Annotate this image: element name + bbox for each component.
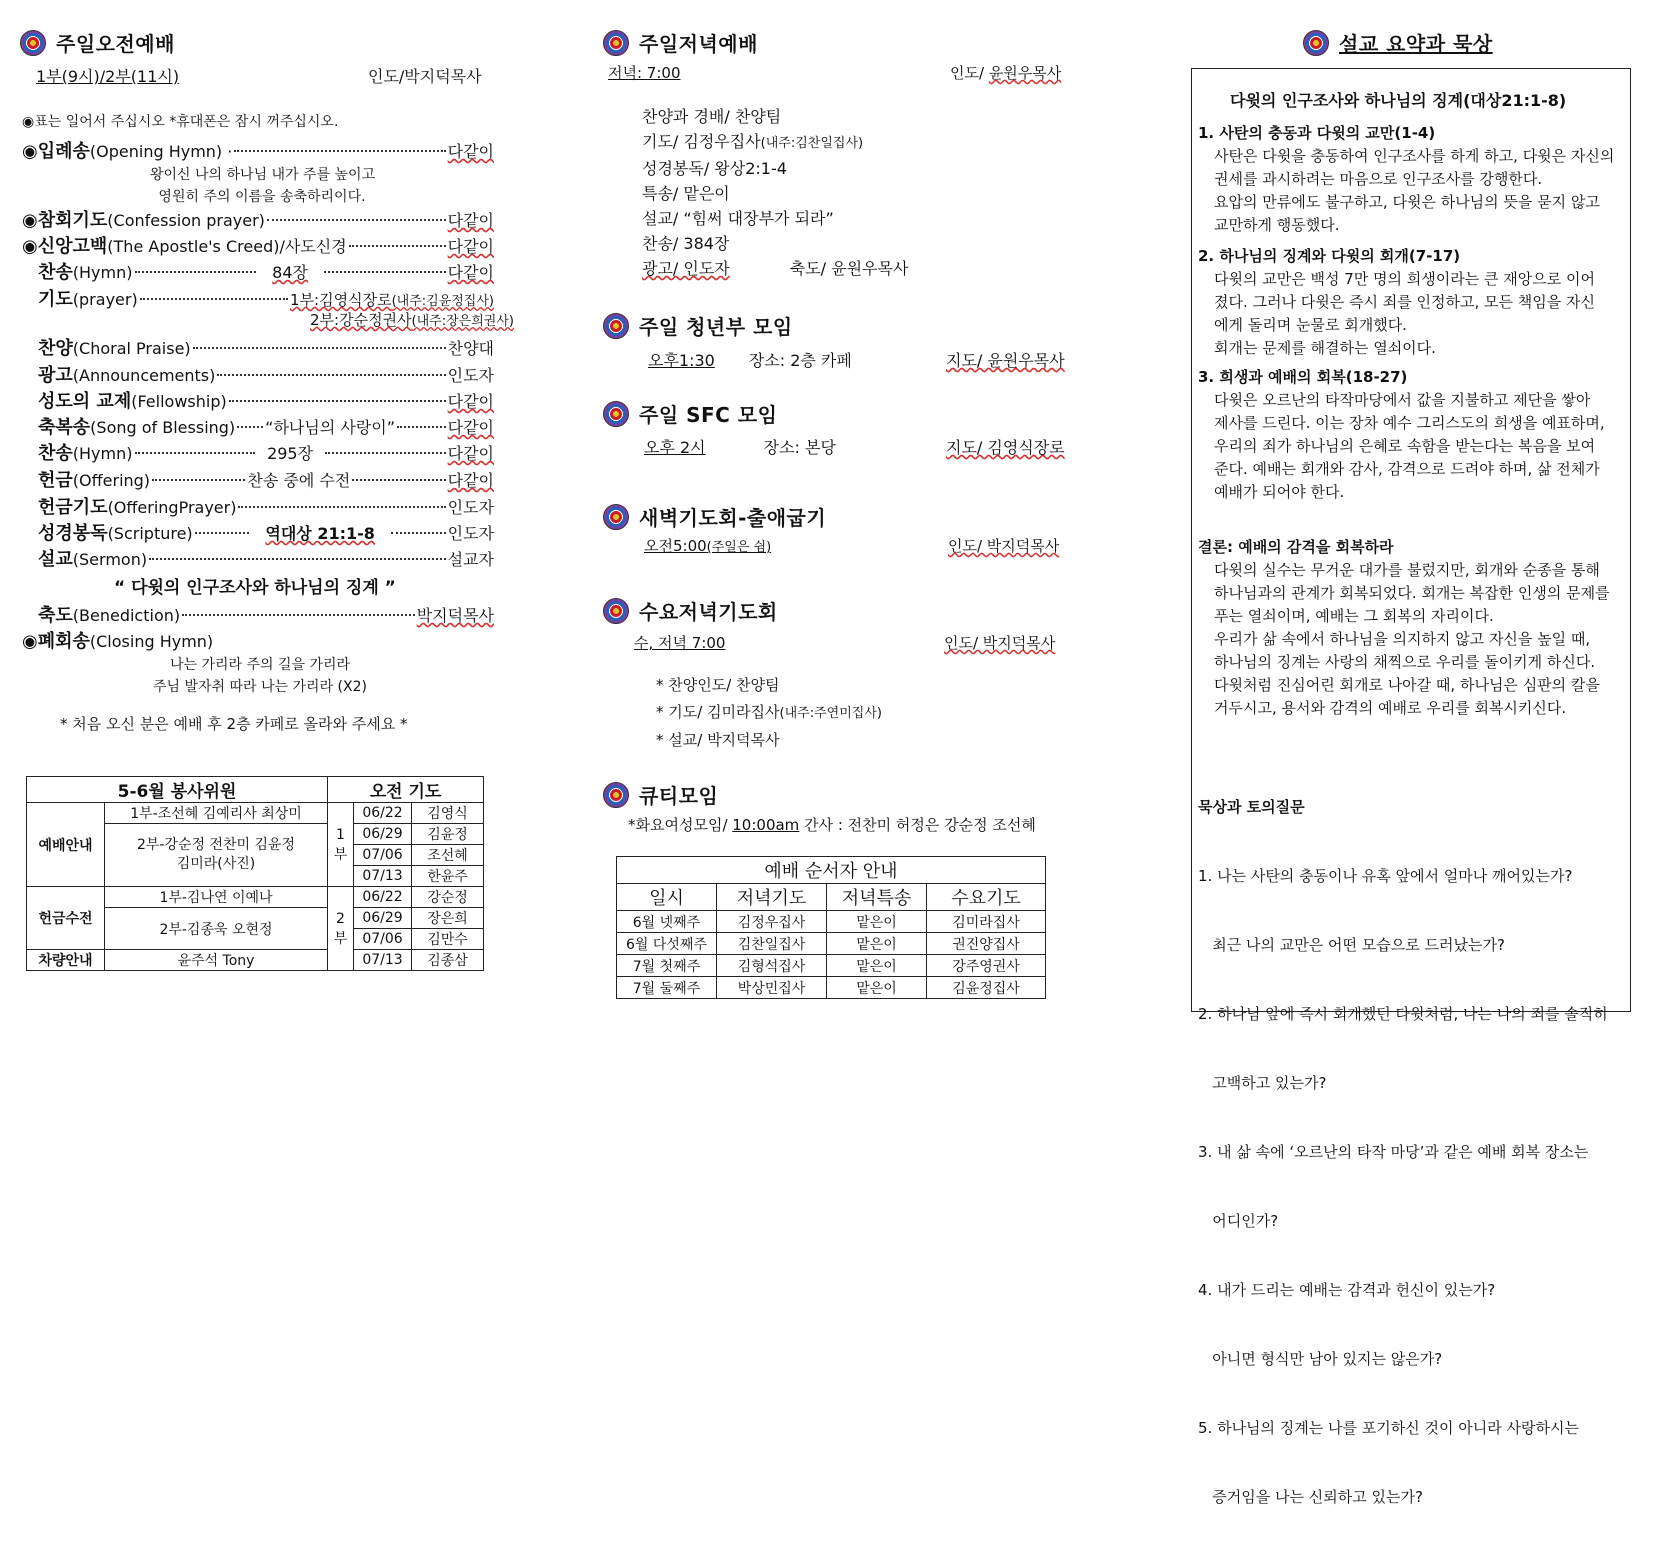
standing-mark-icon: ◉ [22, 210, 38, 231]
item-english: (The Apostle's Creed)/사도신경 [107, 237, 347, 256]
youth-time: 오후1:30 [648, 351, 715, 370]
item-label: 찬송 [38, 443, 73, 464]
date-cell: 07/06 [354, 845, 412, 866]
item-english: (Hymn) [72, 263, 133, 282]
youth-title: 주일 청년부 모임 [639, 315, 793, 339]
parking-names: 윤주석 Tony [105, 950, 328, 971]
lyric-line: 주님 발자취 따라 나는 가리라 (X2) [153, 679, 367, 695]
dot-leader [352, 479, 445, 481]
meditation-questions [1198, 750, 1608, 1555]
item-who: 인도자 [447, 498, 494, 517]
welcome-notice: * 처음 오신 분은 예배 후 2층 카페로 올라와 주세요 * [60, 715, 408, 733]
church-emblem-icon [1303, 30, 1329, 56]
dot-leader [140, 298, 288, 300]
col-header: 일시 [617, 884, 717, 911]
text-line: 졌다. 그러나 다윗은 즉시 죄를 인정하고, 모든 책임을 자신 [1214, 293, 1595, 311]
usher-1st: 1부-조선혜 김예리사 최상미 [105, 803, 328, 824]
wednesday-leader: 인도/ 박지덕목사 [944, 634, 1056, 652]
order-item: 찬양과 경배/ 찬양팀 [642, 107, 782, 126]
date-cell: 06/22 [354, 803, 412, 824]
sermon-row [38, 545, 494, 571]
date-cell: 07/06 [354, 929, 412, 950]
youth-place: 장소: 2층 카페 [748, 351, 852, 370]
item-label: 입례송 [37, 141, 90, 162]
question-line: 아니면 형식만 남아 있지는 않은가? [1198, 1350, 1443, 1368]
dot-leader [267, 219, 446, 221]
dawn-prayer-heading [603, 502, 826, 531]
cell: 박상민집사 [717, 977, 827, 999]
item-label: 헌금기도 [38, 497, 108, 518]
dot-leader [391, 532, 446, 534]
confession-row [22, 206, 494, 232]
order-item: 찬송/ 384장 [642, 234, 730, 253]
text-line: 우리의 죄가 하나님의 은혜로 속함을 받는다는 복음을 보여 [1214, 437, 1596, 455]
youth-heading [603, 311, 793, 340]
item-detail: 84장 [272, 263, 308, 282]
cell: 6월 넷째주 [617, 911, 717, 933]
date-cell: 07/13 [354, 866, 412, 887]
offering-row [38, 466, 494, 492]
wednesday-time: 수, 저녁 7:00 [634, 634, 726, 652]
volunteer-header: 5-6월 봉사위원 [27, 777, 328, 803]
order-item-text: 기도/ 김정우집사 [642, 132, 761, 151]
text-line: 다윗처럼 진심어린 회개로 나아갈 때, 하나님은 심판의 칼을 [1214, 676, 1600, 694]
name-cell: 김종삼 [412, 950, 484, 971]
order-item-text: * 기도/ 김미라집사 [656, 703, 780, 721]
text-line: 하나님의 징계는 사랑의 채찍으로 우리를 돌이키게 하신다. [1214, 653, 1596, 671]
dot-leader [324, 271, 446, 273]
service-1-label [328, 803, 354, 887]
item-who: 다같이 [447, 392, 494, 411]
item-detail: 역대상 21:1-8 [265, 524, 375, 543]
questions-heading: 묵상과 토의질문 [1198, 798, 1305, 816]
cell: 김찬일집사 [717, 933, 827, 955]
offering-1st: 1부-김나연 이예나 [105, 887, 328, 908]
dot-leader [135, 452, 256, 454]
church-emblem-icon [603, 504, 629, 530]
item-english: (Choral Praise) [72, 339, 191, 358]
item-english: (Song of Blessing) [90, 418, 236, 437]
text-line: 푸는 열쇠이며, 예배는 그 회복의 자리이다. [1214, 607, 1494, 625]
lyric-line: 왕이신 나의 하나님 내가 주를 높이고 [150, 167, 376, 183]
offering-label: 헌금수전 [27, 887, 105, 950]
dot-leader [149, 558, 446, 560]
offering-prayer-row [38, 493, 494, 519]
item-english: (Fellowship) [131, 392, 227, 411]
point-heading: 3. 희생과 예배의 회복(18-27) [1198, 368, 1408, 386]
point-body [1198, 268, 1595, 360]
prayer-2nd-next: (내주:장은희권사) [411, 314, 514, 329]
cell: 김정우집사 [717, 911, 827, 933]
cell: 김미라집사 [927, 911, 1046, 933]
conclusion-body [1198, 559, 1610, 720]
item-label: 찬송 [38, 262, 73, 283]
item-detail: “하나님의 사랑이” [265, 418, 396, 437]
summary-title: 설교 요약과 묵상 [1339, 32, 1493, 56]
usher-label: 예배안내 [27, 803, 105, 887]
dawn-note: (주일은 쉼) [706, 540, 772, 555]
dot-leader [349, 245, 446, 247]
church-emblem-icon [603, 30, 629, 56]
item-detail: 찬송 중에 수전 [247, 471, 351, 490]
text-line: 거두시고, 용서와 감격의 예배로 우리를 회복시키신다. [1214, 699, 1567, 717]
order-item-bless: 축도/ 윤원우목사 [789, 259, 909, 278]
dawn-leader: 인도/ 박지덕목사 [948, 537, 1060, 555]
sfc-details [644, 435, 836, 458]
usher-2nd-line: 2부-강순정 전찬미 김윤정 [136, 837, 296, 853]
qt-details [628, 814, 1036, 835]
item-who: 다같이 [447, 444, 494, 463]
order-item: * 설교/ 박지덕목사 [656, 731, 780, 749]
prayer-2nd: 2부:강순정권사 [310, 311, 412, 329]
creed-row [22, 232, 494, 258]
order-item: 성경봉독/ 왕상2:1-4 [642, 159, 787, 178]
evening-worship-title: 주일저녁예배 [639, 32, 758, 56]
name-cell: 김영식 [412, 803, 484, 824]
usher-2nd [105, 824, 328, 887]
opening-hymn-row [22, 137, 494, 163]
item-label: 폐회송 [37, 631, 90, 652]
item-label: 기도 [38, 289, 73, 310]
point-body [1198, 145, 1614, 237]
roster-title: 예배 순서자 안내 [617, 857, 1046, 884]
order-item: * 찬양인도/ 찬양팀 [656, 676, 780, 694]
wednesday-order [656, 672, 882, 754]
church-emblem-icon [603, 782, 629, 808]
order-item [642, 256, 908, 281]
sfc-place: 장소: 본당 [763, 438, 836, 457]
dot-leader [193, 347, 446, 349]
prayer-row [38, 285, 494, 311]
dot-leader [217, 374, 445, 376]
name-cell: 조선혜 [412, 845, 484, 866]
volunteer-table [26, 776, 484, 971]
item-english: (Opening Hymn) · [89, 142, 233, 161]
text-line: 준다. 예배는 회개와 감사, 감격으로 드려야 하며, 삶 전체가 [1214, 460, 1600, 478]
table-row [617, 955, 1046, 977]
item-english: (Benediction) [72, 606, 181, 625]
date-cell: 07/13 [354, 950, 412, 971]
item-who: 박지덕목사 [416, 606, 494, 625]
sfc-time: 오후 2시 [644, 438, 706, 457]
closing-lyrics [140, 654, 380, 698]
cell: 맡은이 [827, 933, 927, 955]
sfc-heading [603, 399, 777, 428]
text-line: 제사를 드린다. 이는 장차 예수 그리스도의 희생을 예표하며, [1214, 414, 1605, 432]
service-num: 2 [336, 910, 345, 927]
point-heading: 2. 하나님의 징계와 다윗의 회개(7-17) [1198, 247, 1461, 265]
item-who: 다같이 [447, 418, 494, 437]
order-item-sub: (내주:김찬일집사) [760, 136, 864, 151]
summary-point-1 [1198, 122, 1614, 237]
morning-worship-heading [20, 28, 175, 57]
dawn-time: 오전5:00 [644, 537, 707, 555]
summary-point-3 [1198, 366, 1605, 504]
text-line: 사탄은 다윗을 충동하여 인구조사를 하게 하고, 다윗은 자신의 [1214, 147, 1615, 165]
item-label: 성도의 교제 [38, 391, 132, 412]
qt-group: *화요여성모임/ [628, 816, 733, 834]
qt-time: 10:00am [732, 816, 800, 834]
cell: 김형석집사 [717, 955, 827, 977]
youth-leader: 지도/ 윤원우목사 [946, 351, 1065, 370]
order-item [642, 129, 908, 156]
usher-2nd-line: 김미라(사진) [176, 856, 256, 872]
leader-label: 인도/ [950, 64, 989, 82]
standing-mark-icon: ◉ [22, 631, 38, 652]
lyric-line: 영원히 주의 이름을 송축하리이다. [158, 189, 366, 205]
dot-leader [397, 426, 446, 428]
question-line: 고백하고 있는가? [1198, 1074, 1327, 1092]
cell: 김윤정집사 [927, 977, 1046, 999]
evening-leader [950, 62, 1061, 83]
prayer-header: 오전 기도 [328, 777, 484, 803]
order-item [656, 699, 882, 727]
leader-name: 윤원우목사 [988, 64, 1062, 82]
qt-heading [603, 780, 718, 809]
morning-worship-title: 주일오전예배 [56, 32, 175, 56]
item-english: (Confession prayer) [107, 211, 265, 230]
item-who: 인도자 [447, 524, 494, 543]
name-cell: 한윤주 [412, 866, 484, 887]
item-who: 찬양대 [447, 339, 494, 358]
dot-leader [234, 150, 445, 152]
hymn1-row [38, 258, 494, 284]
text-line: 에게 돌리며 눈물로 회개했다. [1214, 316, 1407, 334]
item-who: 다같이 [447, 211, 494, 230]
table-row [617, 933, 1046, 955]
dawn-details [644, 535, 771, 556]
table-row [617, 911, 1046, 933]
offering-2nd: 2부-김종욱 오현정 [105, 908, 328, 950]
cell: 7월 둘째주 [617, 977, 717, 999]
cell: 맡은이 [827, 955, 927, 977]
sfc-leader: 지도/ 김영식장로 [946, 438, 1065, 457]
item-label: 성경봉독 [38, 523, 108, 544]
dot-leader [229, 400, 446, 402]
church-emblem-icon [603, 401, 629, 427]
question-line: 4. 내가 드리는 예배는 감격과 헌신이 있는가? [1198, 1281, 1496, 1299]
cell: 맡은이 [827, 977, 927, 999]
dot-leader [237, 426, 263, 428]
dot-leader [182, 614, 415, 616]
text-line: 우리가 삶 속에서 하나님을 의지하지 않고 자신을 높일 때, [1214, 630, 1591, 648]
dot-leader [238, 506, 445, 508]
closing-hymn-row [22, 627, 213, 653]
evening-time: 저녁: 7:00 [608, 64, 681, 82]
dot-leader [135, 271, 257, 273]
church-emblem-icon [603, 598, 629, 624]
text-line: 다윗의 교만은 백성 7만 명의 희생이라는 큰 재앙으로 이어 [1214, 270, 1595, 288]
order-item-text: 광고/ 인도자 [642, 259, 730, 278]
cell: 6월 다섯째주 [617, 933, 717, 955]
text-line: 하나님과의 관계가 회복되었다. 회개는 복잡한 인생의 문제를 [1214, 584, 1610, 602]
text-line: 요압의 만류에도 불구하고, 다윗은 하나님의 뜻을 묻지 않고 [1214, 193, 1600, 211]
summary-box-title: 다윗의 인구조사와 하나님의 징계(대상21:1-8) [1230, 91, 1567, 110]
item-english: (prayer) [72, 290, 138, 309]
qt-staff: 간사 : 전찬미 허정은 강순정 조선혜 [799, 816, 1036, 834]
item-label: 광고 [38, 365, 73, 386]
service-num: 1 [336, 826, 345, 843]
choral-row [38, 334, 494, 360]
table-row [617, 977, 1046, 999]
item-label: 신앙고백 [37, 236, 108, 257]
cell: 권진양집사 [927, 933, 1046, 955]
item-english: (Sermon) [72, 550, 148, 569]
opening-lyrics [150, 164, 374, 208]
evening-worship-heading [603, 28, 758, 57]
hymn2-row [38, 439, 494, 465]
announce-row [38, 361, 494, 387]
prayer-1st: 1부:김영식장로 [290, 291, 392, 309]
item-english: (Announcements) [72, 366, 216, 385]
evening-order [642, 104, 908, 281]
duty-roster-table [616, 856, 1046, 999]
parking-label: 차량안내 [27, 950, 105, 971]
question-line: 3. 내 삶 속에 ‘오르난의 타작 마당’과 같은 예배 회복 장소는 [1198, 1143, 1589, 1161]
service-unit: 부 [333, 930, 348, 947]
item-label: 찬양 [38, 338, 73, 359]
question-line: 증거임을 나는 신뢰하고 있는가? [1198, 1488, 1423, 1506]
col-header: 저녁기도 [717, 884, 827, 911]
standing-notice: ◉표는 일어서 주십시오 *휴대폰은 잠시 꺼주십시오. [22, 114, 339, 130]
col-header: 수요기도 [927, 884, 1046, 911]
service-unit: 부 [333, 846, 348, 863]
item-who: 다같이 [447, 471, 494, 490]
dot-leader [325, 452, 446, 454]
cell: 맡은이 [827, 911, 927, 933]
text-line: 권세를 과시하려는 마음으로 인구조사를 강행한다. [1214, 170, 1543, 188]
sermon-title: “ 다윗의 인구조사와 하나님의 징계 ” [114, 578, 396, 598]
summary-conclusion [1198, 536, 1610, 720]
name-cell: 김윤정 [412, 824, 484, 845]
item-english: (Scripture) [107, 524, 193, 543]
item-label: 축복송 [38, 417, 91, 438]
text-line: 교만하게 행동했다. [1214, 216, 1340, 234]
order-item-sub: (내주:주연미집사) [779, 706, 882, 721]
lyric-line: 나는 가리라 주의 길을 가리라 [169, 657, 351, 673]
item-label: 축도 [38, 605, 73, 626]
blessing-song-row [38, 413, 494, 439]
text-line: 다윗은 오르난의 타작마당에서 값을 지불하고 제단을 쌓아 [1214, 391, 1591, 409]
scripture-row [38, 519, 494, 545]
wednesday-heading [603, 596, 778, 625]
item-who: 설교자 [447, 550, 494, 569]
fellowship-row [38, 387, 494, 413]
standing-mark-icon: ◉ [22, 236, 38, 257]
item-label: 설교 [38, 549, 73, 570]
dawn-prayer-title: 새벽기도회-출애굽기 [639, 506, 827, 530]
church-emblem-icon [20, 30, 46, 56]
dot-leader [152, 479, 245, 481]
question-line: 어디인가? [1198, 1212, 1279, 1230]
summary-heading [1303, 28, 1493, 57]
text-line: 예배가 되어야 한다. [1214, 483, 1345, 501]
name-cell: 장은희 [412, 908, 484, 929]
date-cell: 06/29 [354, 908, 412, 929]
item-label: 참회기도 [37, 210, 108, 231]
point-heading: 1. 사탄의 충동과 다윗의 교만(1-4) [1198, 124, 1436, 142]
church-emblem-icon [603, 313, 629, 339]
point-body [1198, 389, 1605, 504]
youth-details [648, 348, 852, 371]
cell: 7월 첫째주 [617, 955, 717, 977]
question-line: 2. 하나님 앞에 즉시 회개했던 다윗처럼, 나는 나의 죄를 솔직히 [1198, 1005, 1608, 1023]
qt-title: 큐티모임 [639, 784, 719, 808]
item-who: 인도자 [447, 366, 494, 385]
item-english: (Closing Hymn) [89, 632, 214, 651]
prayer-row-2 [310, 309, 514, 330]
item-who: 다같이 [447, 142, 494, 161]
order-item: 설교/ “힘써 대장부가 되라” [642, 209, 834, 228]
sfc-title: 주일 SFC 모임 [639, 403, 778, 427]
service-times: 1부(9시)/2부(11시) [36, 67, 180, 86]
item-who: 다같이 [447, 263, 495, 282]
question-line: 5. 하나님의 징계는 나를 포기하신 것이 아니라 사랑하시는 [1198, 1419, 1579, 1437]
service-leader: 인도/박지덕목사 [368, 67, 482, 86]
summary-point-2 [1198, 245, 1595, 360]
item-english: (Offering) [72, 471, 151, 490]
text-line: 다윗의 실수는 무거운 대가를 불렀지만, 회개와 순종을 통해 [1214, 561, 1600, 579]
wednesday-title: 수요저녁기도회 [639, 600, 778, 624]
item-english: (Hymn) [72, 444, 133, 463]
name-cell: 김만수 [412, 929, 484, 950]
item-detail: 295장 [267, 444, 314, 463]
item-english: (OfferingPrayer) [107, 498, 237, 517]
benediction-row [38, 601, 494, 627]
name-cell: 강순정 [412, 887, 484, 908]
prayer-1st-next: (내주:김윤정집사) [391, 294, 494, 309]
cell: 강주영권사 [927, 955, 1046, 977]
col-header: 저녁특송 [827, 884, 927, 911]
text-line: 회개는 문제를 해결하는 열쇠이다. [1214, 339, 1436, 357]
question-line: 최근 나의 교만은 어떤 모습으로 드러났는가? [1198, 936, 1505, 954]
question-line: 1. 나는 사탄의 충동이나 유혹 앞에서 얼마나 깨어있는가? [1198, 867, 1573, 885]
date-cell: 06/22 [354, 887, 412, 908]
item-label: 헌금 [38, 470, 73, 491]
order-item: 특송/ 맡은이 [642, 184, 730, 203]
dot-leader [195, 532, 250, 534]
date-cell: 06/29 [354, 824, 412, 845]
conclusion-heading: 결론: 예배의 감격을 회복하라 [1198, 538, 1394, 556]
service-2-label [328, 887, 354, 971]
standing-mark-icon: ◉ [22, 141, 38, 162]
item-who: 다같이 [447, 237, 494, 256]
